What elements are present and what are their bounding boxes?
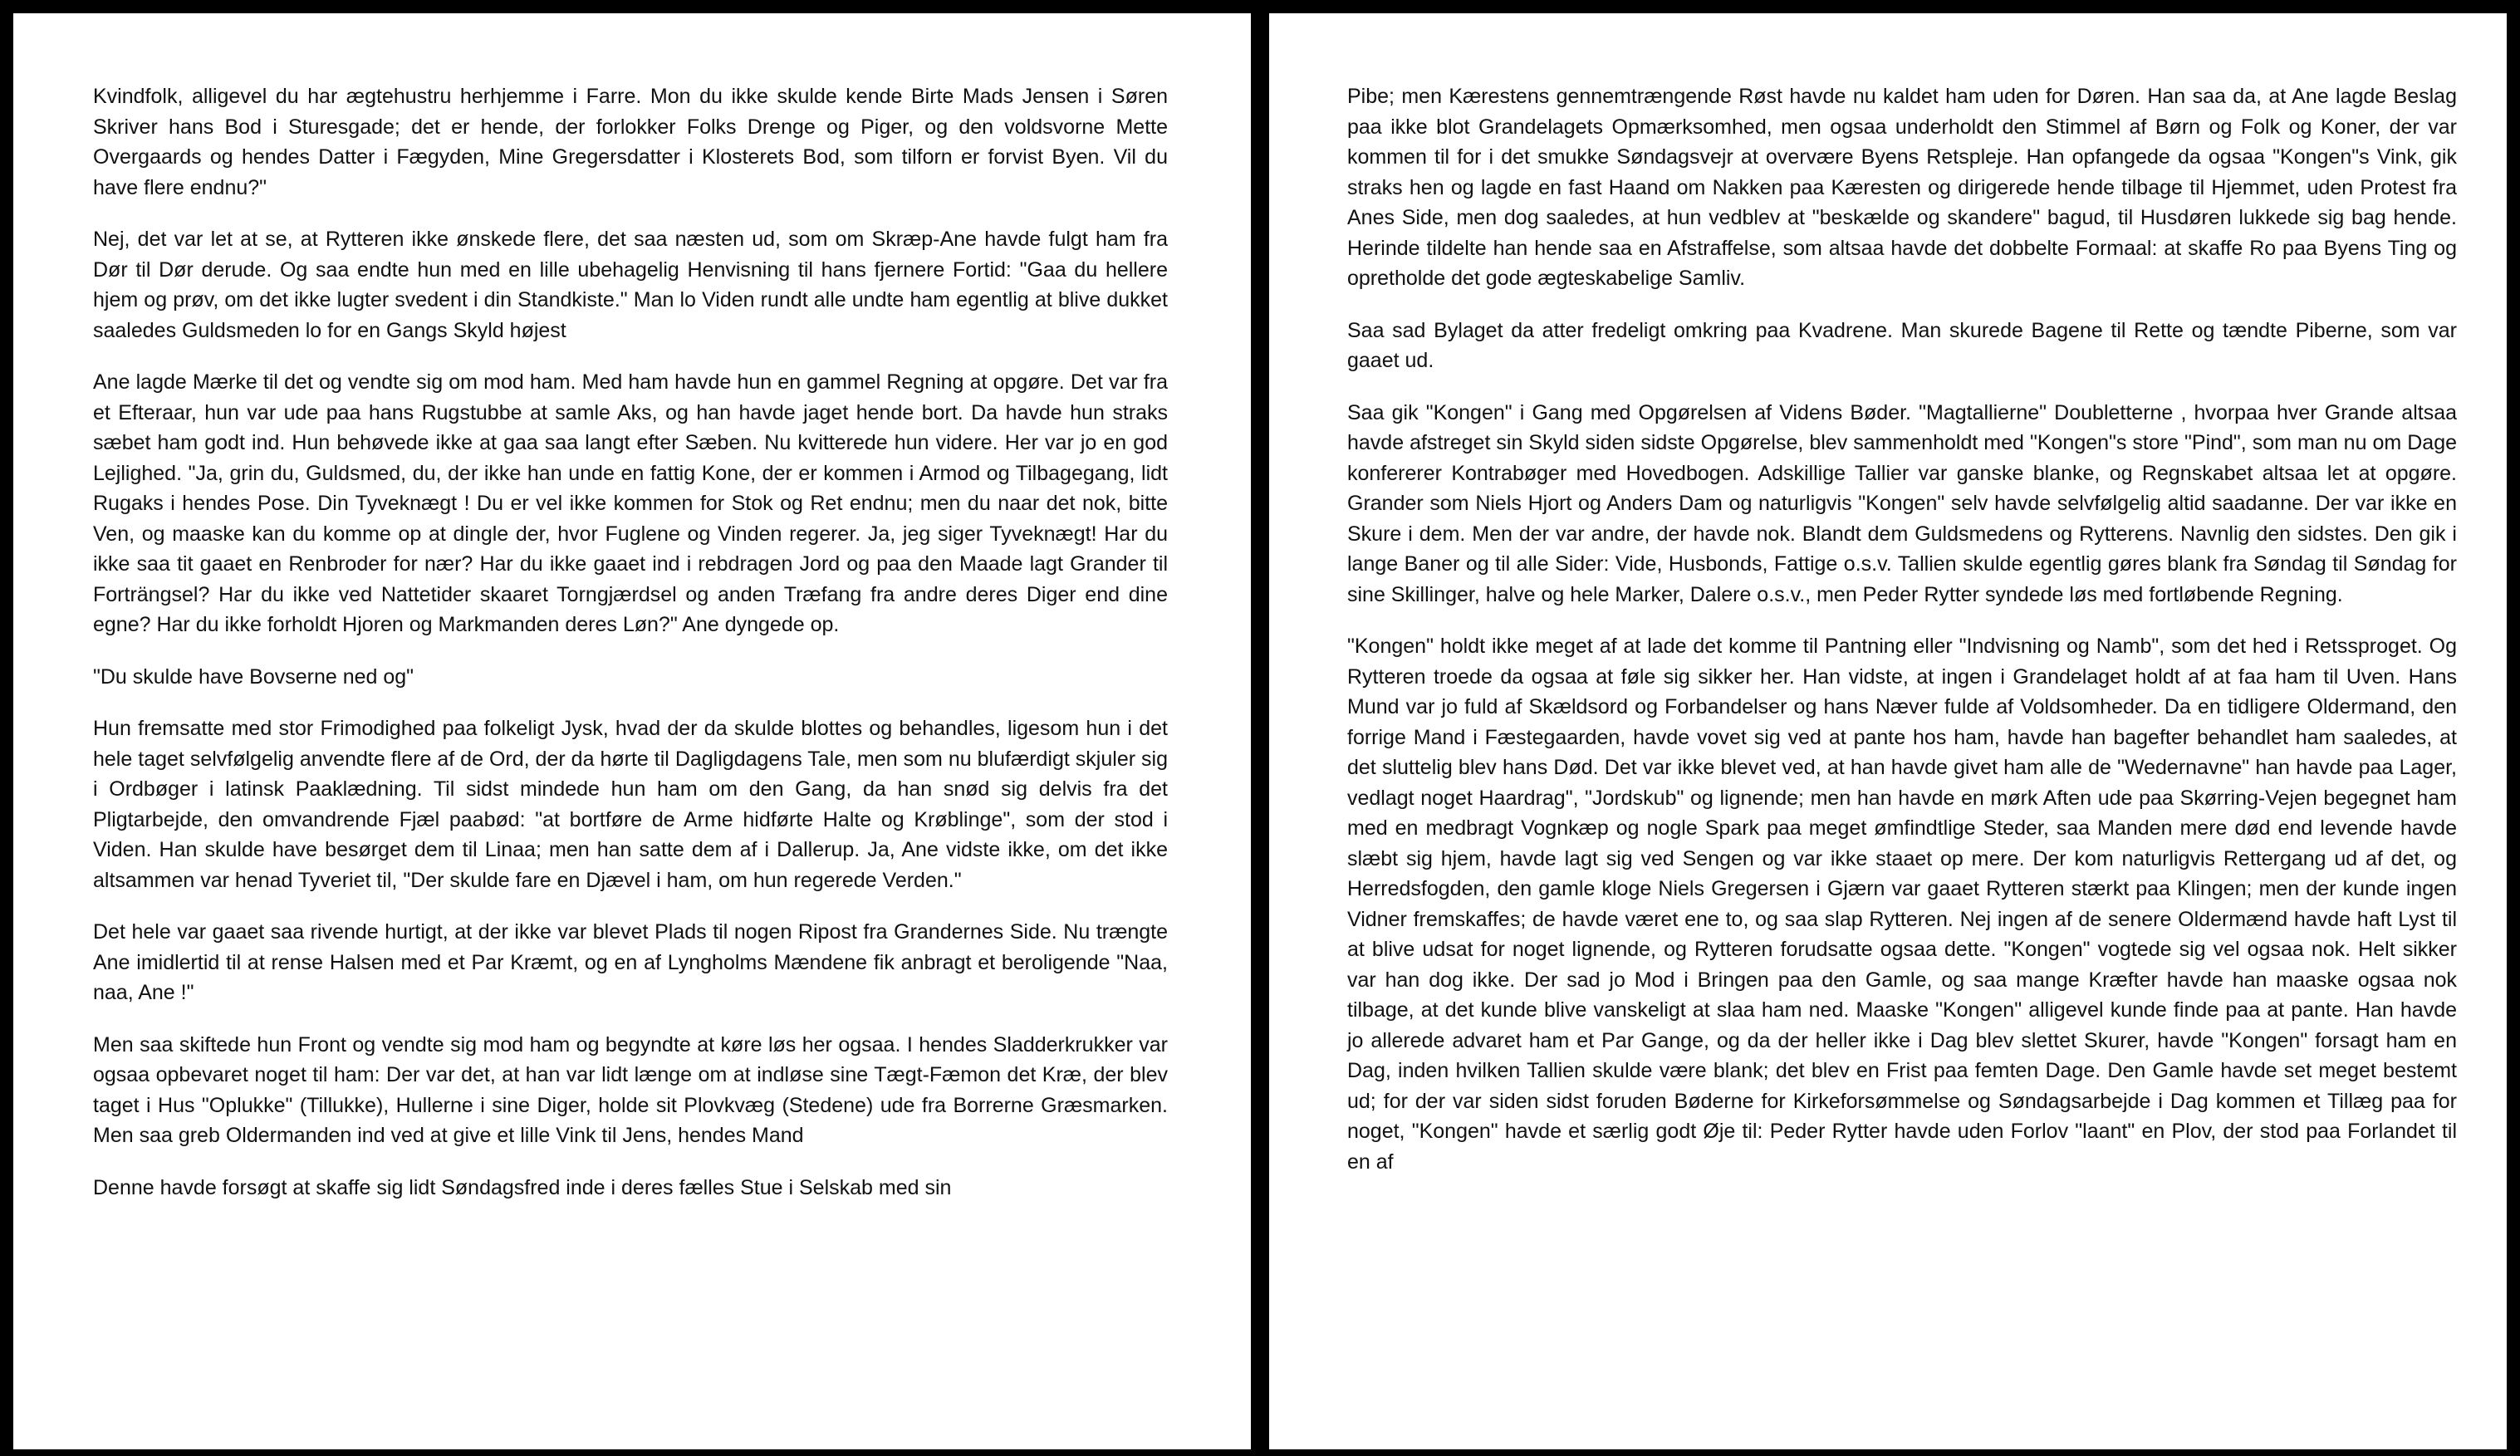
paragraph: Det hele var gaaet saa rivende hurtigt, at der ikke var blevet Plads til nogen Ripost fra Grandernes Side. Nu trængte Ane imidlertid til at rense Halsen med et Par Kræmt, og en af Lyngholms Mændene fik anbragt et beroligende "Naa, naa, Ane !" xyxy=(93,920,1168,1004)
right-page xyxy=(1269,13,2507,1449)
paragraph: Men saa skiftede hun Front og vendte sig mod ham og begyndte at køre løs her ogsaa. I hendes Sladderkrukker var ogsaa opbevaret noget til ham: Der var det, at han var lidt længe om at indløse sine Tægt-Fæmon det Kræ, der blev taget i Hus "Oplukke" (Tillukke), Hullerne i sine Diger, holde sit Plovkvæg (Stedene) ude fra Borrerne Græsmarken. Men saa greb Oldermanden ind ved at give et lille Vink til Jens, hendes Mand xyxy=(93,1032,1168,1147)
paragraph: Saa gik "Kongen" i Gang med Opgørelsen af Videns Bøder. "Magtallierne" Doubletterne , hvorpaa hver Grande altsaa havde afstreget sin Skyld siden sidste Opgørelse, blev sammenholdt med "Kongen"s store "Pind", som man nu om Dage konfererer Kontrabøger med Hovedbogen. Adskillige Tallier var ganske blanke, og Regnskabet altsaa let at opgøre. Grander som Niels Hjort og Anders Dam og naturligvis "Kongen" selv havde selvfølgelig altid saadanne. Der var ikke en Skure i dem. Men der var andre, der havde nok. Blandt dem Guldsmedens og Rytterens. Navnlig den sidstes. Den gik i lange Baner og til alle Sider: Vide, Husbonds, Fattige o.s.v. Tallien skulde egentlig gøres blank fra Søndag til Søndag for sine Skillinger, halve og hele Marker, Dalere o.s.v., men Peder Rytter syndede løs med fortløbende Regning. xyxy=(1347,400,2457,606)
paragraph: Hun fremsatte med stor Frimodighed paa folkeligt Jysk, hvad der da skulde blottes og behandles, ligesom hun i det hele taget selvfølgelig anvendte flere af de Ord, der da hørte til Dagligdagens Tale, men som nu blufærdigt skjuler sig i Ordbøger i latinsk Paaklædning. Til sidst mindede hun ham om den Gang, da han snød sig delvis fra det Pligtarbejde, den omvandrende Fjæl paabød: "at bortføre de Arme hidførte Halte og Krøblinge", som der stod i Viden. Han skulde have besørget dem til Linaa; men han satte dem af i Dallerup. Ja, Ane vidste ikke, om det ikke altsammen var henad Tyveriet til, "Der skulde fare en Djævel i ham, om hun regerede Verden." xyxy=(93,717,1168,892)
paragraph: Pibe; men Kærestens gennemtrængende Røst havde nu kaldet ham uden for Døren. Han saa da, at Ane lagde Beslag paa ikke blot Grandelagets Opmærksomhed, men ogsaa underholdt den Stimmel af Børn og Folk og Koner, der var kommen til for i det smukke Søndagsvejr at overvære Byens Retspleje. Han opfangede da ogsaa "Kongen"s Vink, gik straks hen og lagde en fast Haand om Nakken paa Kæresten og dirigerede hende tilbage til Hjemmet, uden Protest fra Anes Side, men dog saaledes, at hun vedblev at "beskælde og skandere" bagud, til Husdøren lukkede sig bag hende. Herinde tildelte han hende saa en Afstraffelse, som altsaa havde det dobbelte Formaal: at skaffe Ro paa Byens Ting og opretholde det gode ægteskabelige Samliv. xyxy=(1347,85,2457,290)
paragraph: Ane lagde Mærke til det og vendte sig om mod ham. Med ham havde hun en gammel Regning at opgøre. Det var fra et Efteraar, hun var ude paa hans Rugstubbe at samle Aks, og han havde jaget hende bort. Da havde hun straks sæbet ham godt ind. Hun behøvede ikke at gaa saa langt efter Sæben. Nu kvitterede hun videre. Her var jo en god Lejlighed. "Ja, grin du, Guldsmed, du, der ikke han unde en fattig Kone, der er kommen i Armod og Tilbagegang, lidt Rugaks i hendes Pose. Din Tyveknægt ! Du er vel ikke kommen for Stok og Ret endnu; men du naar det nok, bitte Ven, og maaske kan du komme op at dingle der, hvor Fuglene og Vinden regerer. Ja, jeg siger Tyveknægt! Har du ikke saa tit gaaet en Renbroder for nær? Har du ikke gaaet ind i rebdragen Jord og paa den Maade lagt Grander til Forträngsel? Har du ikke ved Nattetider skaaret Torngjærdsel og anden Træfang fra andre deres Diger end dine egne? Har du ikke forholdt Hjoren og Markmanden deres Løn?" Ane dyngede op. xyxy=(93,370,1168,636)
paragraph: "Kongen" holdt ikke meget af at lade det komme til Pantning eller "Indvisning og Namb", som det hed i Retssproget. Og Rytteren troede da ogsaa at føle sig sikker her. Han vidste, at ingen i Grandelaget holdt af at faa ham til Uven. Hans Mund var jo fuld af Skældsord og Forbandelser og hans Næver fulde af Voldsomheder. Da en tidligere Oldermand, den forrige Mand i Fæstegaarden, havde vovet sig ved at pante hos ham, havde han bagefter behandlet ham saaledes, at det sluttelig blev hans Død. Det var ikke blevet ved, at han havde givet ham alle de "Wedernavne" han havde paa Lager, vedlagt noget Haardrag", "Jordskub" og lignende; men han havde en mørk Aften ude paa Skørring-Vejen begegnet ham med en medbragt Vognkæp og nogle Spark paa meget ømfindtlige Steder, saa Manden mere død end levende havde slæbt sig hjem, havde lagt sig ved Sengen og var ikke staaet op mere. Der kom naturligvis Rettergang ud af det, og Herredsfogden, den gamle kloge Niels Gregersen i Gjærn var gaaet Rytteren stærkt paa Klingen; men der kunde ingen Vidner fremskaffes; de havde været ene to, og saa slap Rytteren. Nej ingen af de senere Oldermænd havde haft Lyst til at blive udsat for noget lignende, og Rytteren forudsatte ogsaa dette. "Kongen" vogtede sig vel ogsaa nok. Helt sikker var han dog ikke. Der sad jo Mod i Bringen paa den Gamle, og saa mange Kræfter havde han maaske ogsaa nok tilbage, at det kunde blive vanskeligt at slaa ham ned. Maaske "Kongen" alligevel kunde finde paa at pante. Han havde jo allerede advaret ham et Par Gange, og da der heller ikke i Dag blev slettet Skurer, havde "Kongen" forsagt ham en Dag, inden hvilken Tallien skulde være blank; det blev en Frist paa femten Dage. Den Gamle havde set meget bestemt ud; for der var siden sidst foruden Bøderne for Kirkeforsømmelse og Søndagsarbejde i Dag kommen et Tillæg paa for noget, "Kongen" havde et særlig godt Øje til: Peder Rytter havde uden Forlov "laant" en Plov, der stod paa Forlandet til en af xyxy=(1347,635,2457,1174)
paragraph: Denne havde forsøgt at skaffe sig lidt Søndagsfred inde i deres fælles Stue i Selskab med sin xyxy=(93,1175,952,1199)
paragraph: Kvindfolk, alligevel du har ægtehustru herhjemme i Farre. Mon du ikke skulde kende Birte Mads Jensen i Søren Skriver hans Bod i Sturesgade; det er hende, der forlokker Folks Drenge og Piger, og den voldsvorne Mette Overgaards og hendes Datter i Fægyden, Mine Gregersdatter i Klosterets Bod, som tilforn er forvist Byen. Vil du have flere endnu?" xyxy=(93,85,1168,199)
paragraph: "Du skulde have Bovserne ned og" xyxy=(93,664,414,689)
left-page xyxy=(13,13,1251,1449)
paragraph: Saa sad Bylaget da atter fredeligt omkring paa Kvadrene. Man skurede Bagene til Rette og tændte Piberne, som var gaaet ud. xyxy=(1347,318,2457,372)
paragraph: Nej, det var let at se, at Rytteren ikke ønskede flere, det saa næsten ud, som om Skræp-Ane havde fulgt ham fra Dør til Dør derude. Og saa endte hun med en lille ubehagelig Henvisning til hans fjernere Fortid: "Gaa du hellere hjem og prøv, om det ikke lugter svedent i din Standkiste." Man lo Viden rundt alle undte ham egentlig at blive dukket saaledes Guldsmeden lo for en Gangs Skyld højest xyxy=(93,228,1168,342)
